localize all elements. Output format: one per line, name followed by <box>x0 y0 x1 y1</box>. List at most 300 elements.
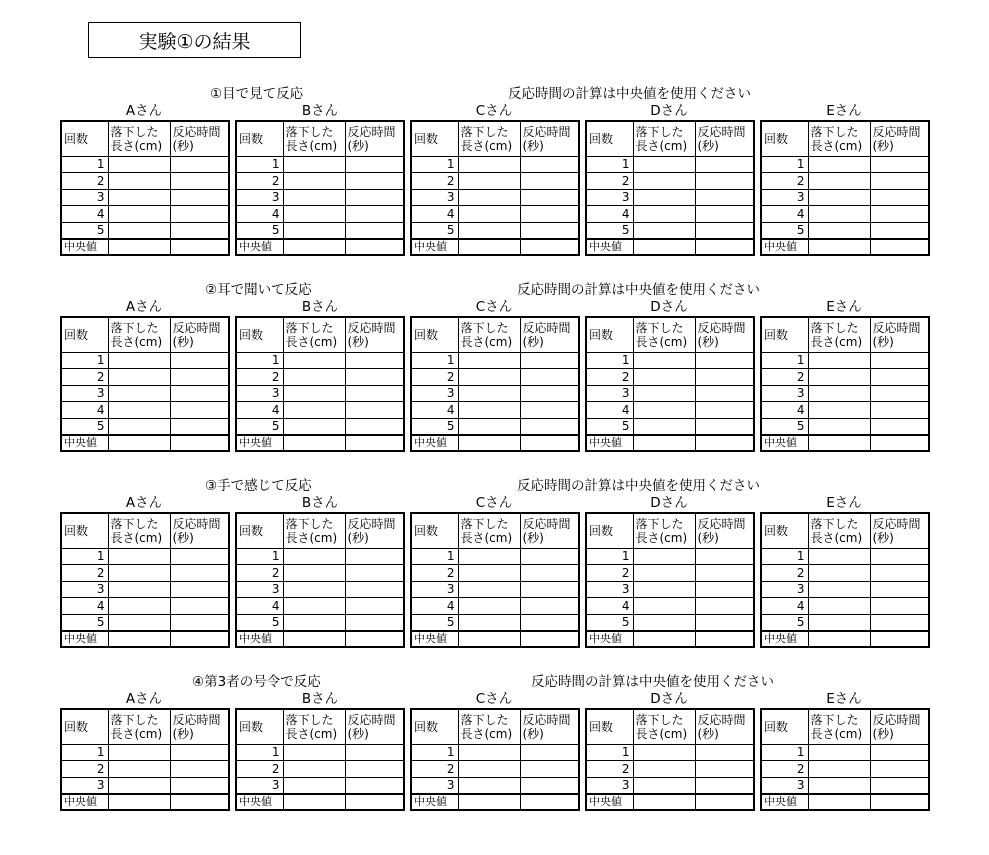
time-input[interactable] <box>695 565 754 582</box>
trial-row <box>761 156 929 173</box>
median-length-input[interactable] <box>808 794 870 811</box>
trial-row <box>236 402 404 419</box>
time-input[interactable] <box>520 565 579 582</box>
median-length-input[interactable] <box>283 239 345 256</box>
time-input[interactable] <box>345 598 404 615</box>
length-input[interactable] <box>283 402 345 419</box>
time-input[interactable] <box>520 222 579 239</box>
length-input[interactable] <box>808 418 870 435</box>
person-label: Aさん <box>125 495 163 511</box>
trial-number: 5 <box>411 418 458 435</box>
time-input[interactable] <box>695 744 754 761</box>
median-time-input[interactable] <box>695 435 754 452</box>
time-input[interactable] <box>345 222 404 239</box>
time-input[interactable] <box>170 565 229 582</box>
time-input[interactable] <box>170 206 229 223</box>
person-label: Cさん <box>475 103 513 119</box>
length-input[interactable] <box>283 598 345 615</box>
result-table <box>585 120 755 256</box>
time-input[interactable] <box>870 385 929 402</box>
length-input[interactable] <box>633 206 695 223</box>
experiment-title: ②耳で聞いて反応 <box>205 282 312 298</box>
time-input[interactable] <box>870 402 929 419</box>
time-input[interactable] <box>170 352 229 369</box>
time-input[interactable] <box>170 156 229 173</box>
trial-row <box>761 581 929 598</box>
result-table <box>410 316 580 452</box>
time-input[interactable] <box>870 614 929 631</box>
header-reaction-time: 反応時間(秒) <box>695 709 754 744</box>
header-drop-length: 落下した長さ(cm) <box>458 121 520 156</box>
length-input[interactable] <box>283 369 345 386</box>
length-input[interactable] <box>808 352 870 369</box>
time-input[interactable] <box>345 173 404 190</box>
time-input[interactable] <box>520 418 579 435</box>
length-input[interactable] <box>283 565 345 582</box>
time-input[interactable] <box>170 744 229 761</box>
trial-number: 3 <box>586 581 633 598</box>
length-input[interactable] <box>283 581 345 598</box>
time-input[interactable] <box>870 206 929 223</box>
length-input[interactable] <box>808 189 870 206</box>
length-input[interactable] <box>108 744 170 761</box>
trial-row <box>411 565 579 582</box>
trial-number: 5 <box>586 418 633 435</box>
time-input[interactable] <box>695 206 754 223</box>
length-input[interactable] <box>633 565 695 582</box>
length-input[interactable] <box>108 614 170 631</box>
time-input[interactable] <box>345 761 404 778</box>
trial-row <box>61 189 229 206</box>
median-row <box>61 794 229 811</box>
time-input[interactable] <box>170 369 229 386</box>
length-input[interactable] <box>808 369 870 386</box>
header-reaction-time: 反応時間(秒) <box>695 121 754 156</box>
median-time-input[interactable] <box>170 239 229 256</box>
time-input[interactable] <box>695 173 754 190</box>
time-input[interactable] <box>520 156 579 173</box>
length-input[interactable] <box>633 189 695 206</box>
length-input[interactable] <box>108 189 170 206</box>
median-time-input[interactable] <box>520 435 579 452</box>
length-input[interactable] <box>808 156 870 173</box>
length-input[interactable] <box>458 385 520 402</box>
trial-row <box>236 548 404 565</box>
time-input[interactable] <box>695 581 754 598</box>
median-time-input[interactable] <box>520 631 579 648</box>
length-input[interactable] <box>458 402 520 419</box>
time-input[interactable] <box>520 189 579 206</box>
time-input[interactable] <box>345 614 404 631</box>
length-input[interactable] <box>808 548 870 565</box>
length-input[interactable] <box>283 352 345 369</box>
median-label: 中央値 <box>236 794 283 811</box>
length-input[interactable] <box>108 777 170 794</box>
trial-row <box>586 744 754 761</box>
length-input[interactable] <box>108 369 170 386</box>
length-input[interactable] <box>458 614 520 631</box>
length-input[interactable] <box>808 777 870 794</box>
header-count: 回数 <box>236 709 283 744</box>
length-input[interactable] <box>633 548 695 565</box>
time-input[interactable] <box>345 548 404 565</box>
length-input[interactable] <box>283 548 345 565</box>
time-input[interactable] <box>170 189 229 206</box>
length-input[interactable] <box>633 777 695 794</box>
length-input[interactable] <box>808 761 870 778</box>
time-input[interactable] <box>870 581 929 598</box>
header-reaction-time: 反応時間(秒) <box>345 317 404 352</box>
time-input[interactable] <box>520 761 579 778</box>
median-row <box>236 794 404 811</box>
trial-number: 5 <box>586 222 633 239</box>
time-input[interactable] <box>695 777 754 794</box>
time-input[interactable] <box>695 369 754 386</box>
trial-number: 2 <box>586 173 633 190</box>
trial-row <box>236 614 404 631</box>
length-input[interactable] <box>458 565 520 582</box>
length-input[interactable] <box>108 222 170 239</box>
time-input[interactable] <box>345 189 404 206</box>
length-input[interactable] <box>108 156 170 173</box>
time-input[interactable] <box>170 598 229 615</box>
median-time-input[interactable] <box>870 239 929 256</box>
length-input[interactable] <box>283 761 345 778</box>
median-time-input[interactable] <box>170 794 229 811</box>
time-input[interactable] <box>520 598 579 615</box>
median-time-input[interactable] <box>345 435 404 452</box>
length-input[interactable] <box>458 189 520 206</box>
time-input[interactable] <box>345 744 404 761</box>
length-input[interactable] <box>458 352 520 369</box>
header-reaction-time: 反応時間(秒) <box>345 513 404 548</box>
trial-number: 1 <box>236 156 283 173</box>
time-input[interactable] <box>170 614 229 631</box>
page-title: 実験①の結果 <box>88 22 301 58</box>
length-input[interactable] <box>458 173 520 190</box>
trial-number: 1 <box>761 548 808 565</box>
time-input[interactable] <box>520 173 579 190</box>
time-input[interactable] <box>870 418 929 435</box>
median-label: 中央値 <box>61 435 108 452</box>
length-input[interactable] <box>283 206 345 223</box>
length-input[interactable] <box>283 744 345 761</box>
time-input[interactable] <box>345 565 404 582</box>
time-input[interactable] <box>870 548 929 565</box>
time-input[interactable] <box>345 581 404 598</box>
length-input[interactable] <box>283 173 345 190</box>
median-length-input[interactable] <box>108 239 170 256</box>
length-input[interactable] <box>458 418 520 435</box>
median-length-input[interactable] <box>283 794 345 811</box>
length-input[interactable] <box>458 369 520 386</box>
time-input[interactable] <box>870 761 929 778</box>
time-input[interactable] <box>870 173 929 190</box>
time-input[interactable] <box>345 385 404 402</box>
length-input[interactable] <box>808 173 870 190</box>
trial-number: 1 <box>761 156 808 173</box>
time-input[interactable] <box>345 156 404 173</box>
result-table <box>410 512 580 648</box>
median-row <box>236 631 404 648</box>
median-time-input[interactable] <box>695 239 754 256</box>
trial-number: 2 <box>411 369 458 386</box>
trial-number: 2 <box>586 565 633 582</box>
trial-number: 1 <box>411 548 458 565</box>
time-input[interactable] <box>170 548 229 565</box>
time-input[interactable] <box>520 581 579 598</box>
median-length-input[interactable] <box>633 794 695 811</box>
time-input[interactable] <box>345 418 404 435</box>
time-input[interactable] <box>870 369 929 386</box>
length-input[interactable] <box>633 581 695 598</box>
time-input[interactable] <box>695 222 754 239</box>
time-input[interactable] <box>695 189 754 206</box>
median-length-input[interactable] <box>458 239 520 256</box>
header-reaction-time: 反応時間(秒) <box>170 121 229 156</box>
length-input[interactable] <box>283 222 345 239</box>
time-input[interactable] <box>520 385 579 402</box>
length-input[interactable] <box>633 614 695 631</box>
length-input[interactable] <box>283 418 345 435</box>
header-drop-length: 落下した長さ(cm) <box>458 317 520 352</box>
length-input[interactable] <box>283 614 345 631</box>
trial-row <box>586 614 754 631</box>
median-length-input[interactable] <box>808 435 870 452</box>
length-input[interactable] <box>108 761 170 778</box>
length-input[interactable] <box>808 744 870 761</box>
length-input[interactable] <box>633 418 695 435</box>
length-input[interactable] <box>808 206 870 223</box>
median-label: 中央値 <box>761 239 808 256</box>
time-input[interactable] <box>520 777 579 794</box>
time-input[interactable] <box>695 598 754 615</box>
median-length-input[interactable] <box>108 631 170 648</box>
length-input[interactable] <box>108 206 170 223</box>
trial-row <box>411 385 579 402</box>
trial-number: 3 <box>586 777 633 794</box>
trial-number: 4 <box>236 206 283 223</box>
length-input[interactable] <box>808 402 870 419</box>
median-length-input[interactable] <box>458 435 520 452</box>
length-input[interactable] <box>108 565 170 582</box>
header-drop-length: 落下した長さ(cm) <box>633 121 695 156</box>
length-input[interactable] <box>458 598 520 615</box>
median-time-input[interactable] <box>870 631 929 648</box>
median-length-input[interactable] <box>633 435 695 452</box>
time-input[interactable] <box>870 777 929 794</box>
trial-row <box>236 369 404 386</box>
header-reaction-time: 反応時間(秒) <box>695 317 754 352</box>
length-input[interactable] <box>108 402 170 419</box>
median-length-input[interactable] <box>808 631 870 648</box>
median-length-input[interactable] <box>108 435 170 452</box>
time-input[interactable] <box>870 744 929 761</box>
median-time-input[interactable] <box>520 239 579 256</box>
time-input[interactable] <box>520 369 579 386</box>
length-input[interactable] <box>108 598 170 615</box>
time-input[interactable] <box>520 402 579 419</box>
length-input[interactable] <box>808 581 870 598</box>
median-row <box>411 631 579 648</box>
time-input[interactable] <box>170 385 229 402</box>
median-time-input[interactable] <box>170 631 229 648</box>
time-input[interactable] <box>520 614 579 631</box>
time-input[interactable] <box>345 352 404 369</box>
length-input[interactable] <box>633 352 695 369</box>
result-table <box>60 512 230 648</box>
median-row <box>61 435 229 452</box>
person-label: Bさん <box>301 103 339 119</box>
length-input[interactable] <box>633 402 695 419</box>
median-length-input[interactable] <box>458 794 520 811</box>
time-input[interactable] <box>170 777 229 794</box>
time-input[interactable] <box>520 352 579 369</box>
result-table <box>235 708 405 811</box>
length-input[interactable] <box>808 565 870 582</box>
time-input[interactable] <box>520 206 579 223</box>
length-input[interactable] <box>108 173 170 190</box>
time-input[interactable] <box>170 418 229 435</box>
time-input[interactable] <box>170 222 229 239</box>
length-input[interactable] <box>108 385 170 402</box>
trial-row <box>761 548 929 565</box>
median-row <box>586 794 754 811</box>
length-input[interactable] <box>283 777 345 794</box>
time-input[interactable] <box>695 761 754 778</box>
median-time-input[interactable] <box>695 794 754 811</box>
length-input[interactable] <box>108 548 170 565</box>
time-input[interactable] <box>870 565 929 582</box>
median-note: 反応時間の計算は中央値を使用ください <box>531 674 774 690</box>
length-input[interactable] <box>108 352 170 369</box>
time-input[interactable] <box>695 352 754 369</box>
length-input[interactable] <box>633 761 695 778</box>
length-input[interactable] <box>283 385 345 402</box>
time-input[interactable] <box>695 156 754 173</box>
time-input[interactable] <box>345 369 404 386</box>
length-input[interactable] <box>633 385 695 402</box>
length-input[interactable] <box>633 369 695 386</box>
length-input[interactable] <box>108 581 170 598</box>
length-input[interactable] <box>633 222 695 239</box>
trial-row <box>586 189 754 206</box>
time-input[interactable] <box>170 761 229 778</box>
header-count: 回数 <box>761 513 808 548</box>
length-input[interactable] <box>108 418 170 435</box>
trial-row <box>411 173 579 190</box>
time-input[interactable] <box>170 581 229 598</box>
person-label: Bさん <box>301 495 339 511</box>
time-input[interactable] <box>520 548 579 565</box>
header-drop-length: 落下した長さ(cm) <box>808 513 870 548</box>
time-input[interactable] <box>345 402 404 419</box>
header-count: 回数 <box>586 513 633 548</box>
time-input[interactable] <box>870 189 929 206</box>
median-time-input[interactable] <box>170 435 229 452</box>
time-input[interactable] <box>870 156 929 173</box>
median-length-input[interactable] <box>108 794 170 811</box>
time-input[interactable] <box>695 548 754 565</box>
length-input[interactable] <box>283 189 345 206</box>
median-time-input[interactable] <box>520 794 579 811</box>
time-input[interactable] <box>170 173 229 190</box>
length-input[interactable] <box>458 581 520 598</box>
median-time-input[interactable] <box>870 435 929 452</box>
median-time-input[interactable] <box>870 794 929 811</box>
time-input[interactable] <box>345 206 404 223</box>
length-input[interactable] <box>283 156 345 173</box>
result-table <box>585 512 755 648</box>
length-input[interactable] <box>808 222 870 239</box>
length-input[interactable] <box>808 614 870 631</box>
time-input[interactable] <box>695 418 754 435</box>
time-input[interactable] <box>170 402 229 419</box>
median-length-input[interactable] <box>633 631 695 648</box>
person-label: Dさん <box>650 103 688 119</box>
length-input[interactable] <box>633 156 695 173</box>
median-length-input[interactable] <box>283 631 345 648</box>
header-count: 回数 <box>411 317 458 352</box>
trial-number: 3 <box>411 581 458 598</box>
length-input[interactable] <box>458 156 520 173</box>
header-count: 回数 <box>236 121 283 156</box>
trial-row <box>586 385 754 402</box>
trial-number: 2 <box>236 369 283 386</box>
result-table <box>235 316 405 452</box>
median-row <box>761 435 929 452</box>
time-input[interactable] <box>345 777 404 794</box>
length-input[interactable] <box>808 385 870 402</box>
median-length-input[interactable] <box>633 239 695 256</box>
trial-row <box>61 222 229 239</box>
length-input[interactable] <box>458 777 520 794</box>
time-input[interactable] <box>870 352 929 369</box>
trial-row <box>411 206 579 223</box>
median-length-input[interactable] <box>808 239 870 256</box>
median-time-input[interactable] <box>345 794 404 811</box>
time-input[interactable] <box>695 614 754 631</box>
time-input[interactable] <box>695 402 754 419</box>
trial-number: 2 <box>61 565 108 582</box>
median-label: 中央値 <box>61 794 108 811</box>
trial-row <box>236 598 404 615</box>
median-length-input[interactable] <box>458 631 520 648</box>
header-reaction-time: 反応時間(秒) <box>695 513 754 548</box>
length-input[interactable] <box>633 598 695 615</box>
length-input[interactable] <box>458 222 520 239</box>
header-drop-length: 落下した長さ(cm) <box>808 317 870 352</box>
length-input[interactable] <box>633 744 695 761</box>
length-input[interactable] <box>458 548 520 565</box>
length-input[interactable] <box>458 206 520 223</box>
median-length-input[interactable] <box>283 435 345 452</box>
time-input[interactable] <box>520 744 579 761</box>
median-row <box>411 794 579 811</box>
trial-number: 5 <box>61 418 108 435</box>
length-input[interactable] <box>458 744 520 761</box>
trial-number: 3 <box>61 777 108 794</box>
time-input[interactable] <box>870 598 929 615</box>
length-input[interactable] <box>808 598 870 615</box>
median-time-input[interactable] <box>345 239 404 256</box>
median-time-input[interactable] <box>345 631 404 648</box>
median-time-input[interactable] <box>695 631 754 648</box>
time-input[interactable] <box>695 385 754 402</box>
length-input[interactable] <box>458 761 520 778</box>
time-input[interactable] <box>870 222 929 239</box>
length-input[interactable] <box>633 173 695 190</box>
